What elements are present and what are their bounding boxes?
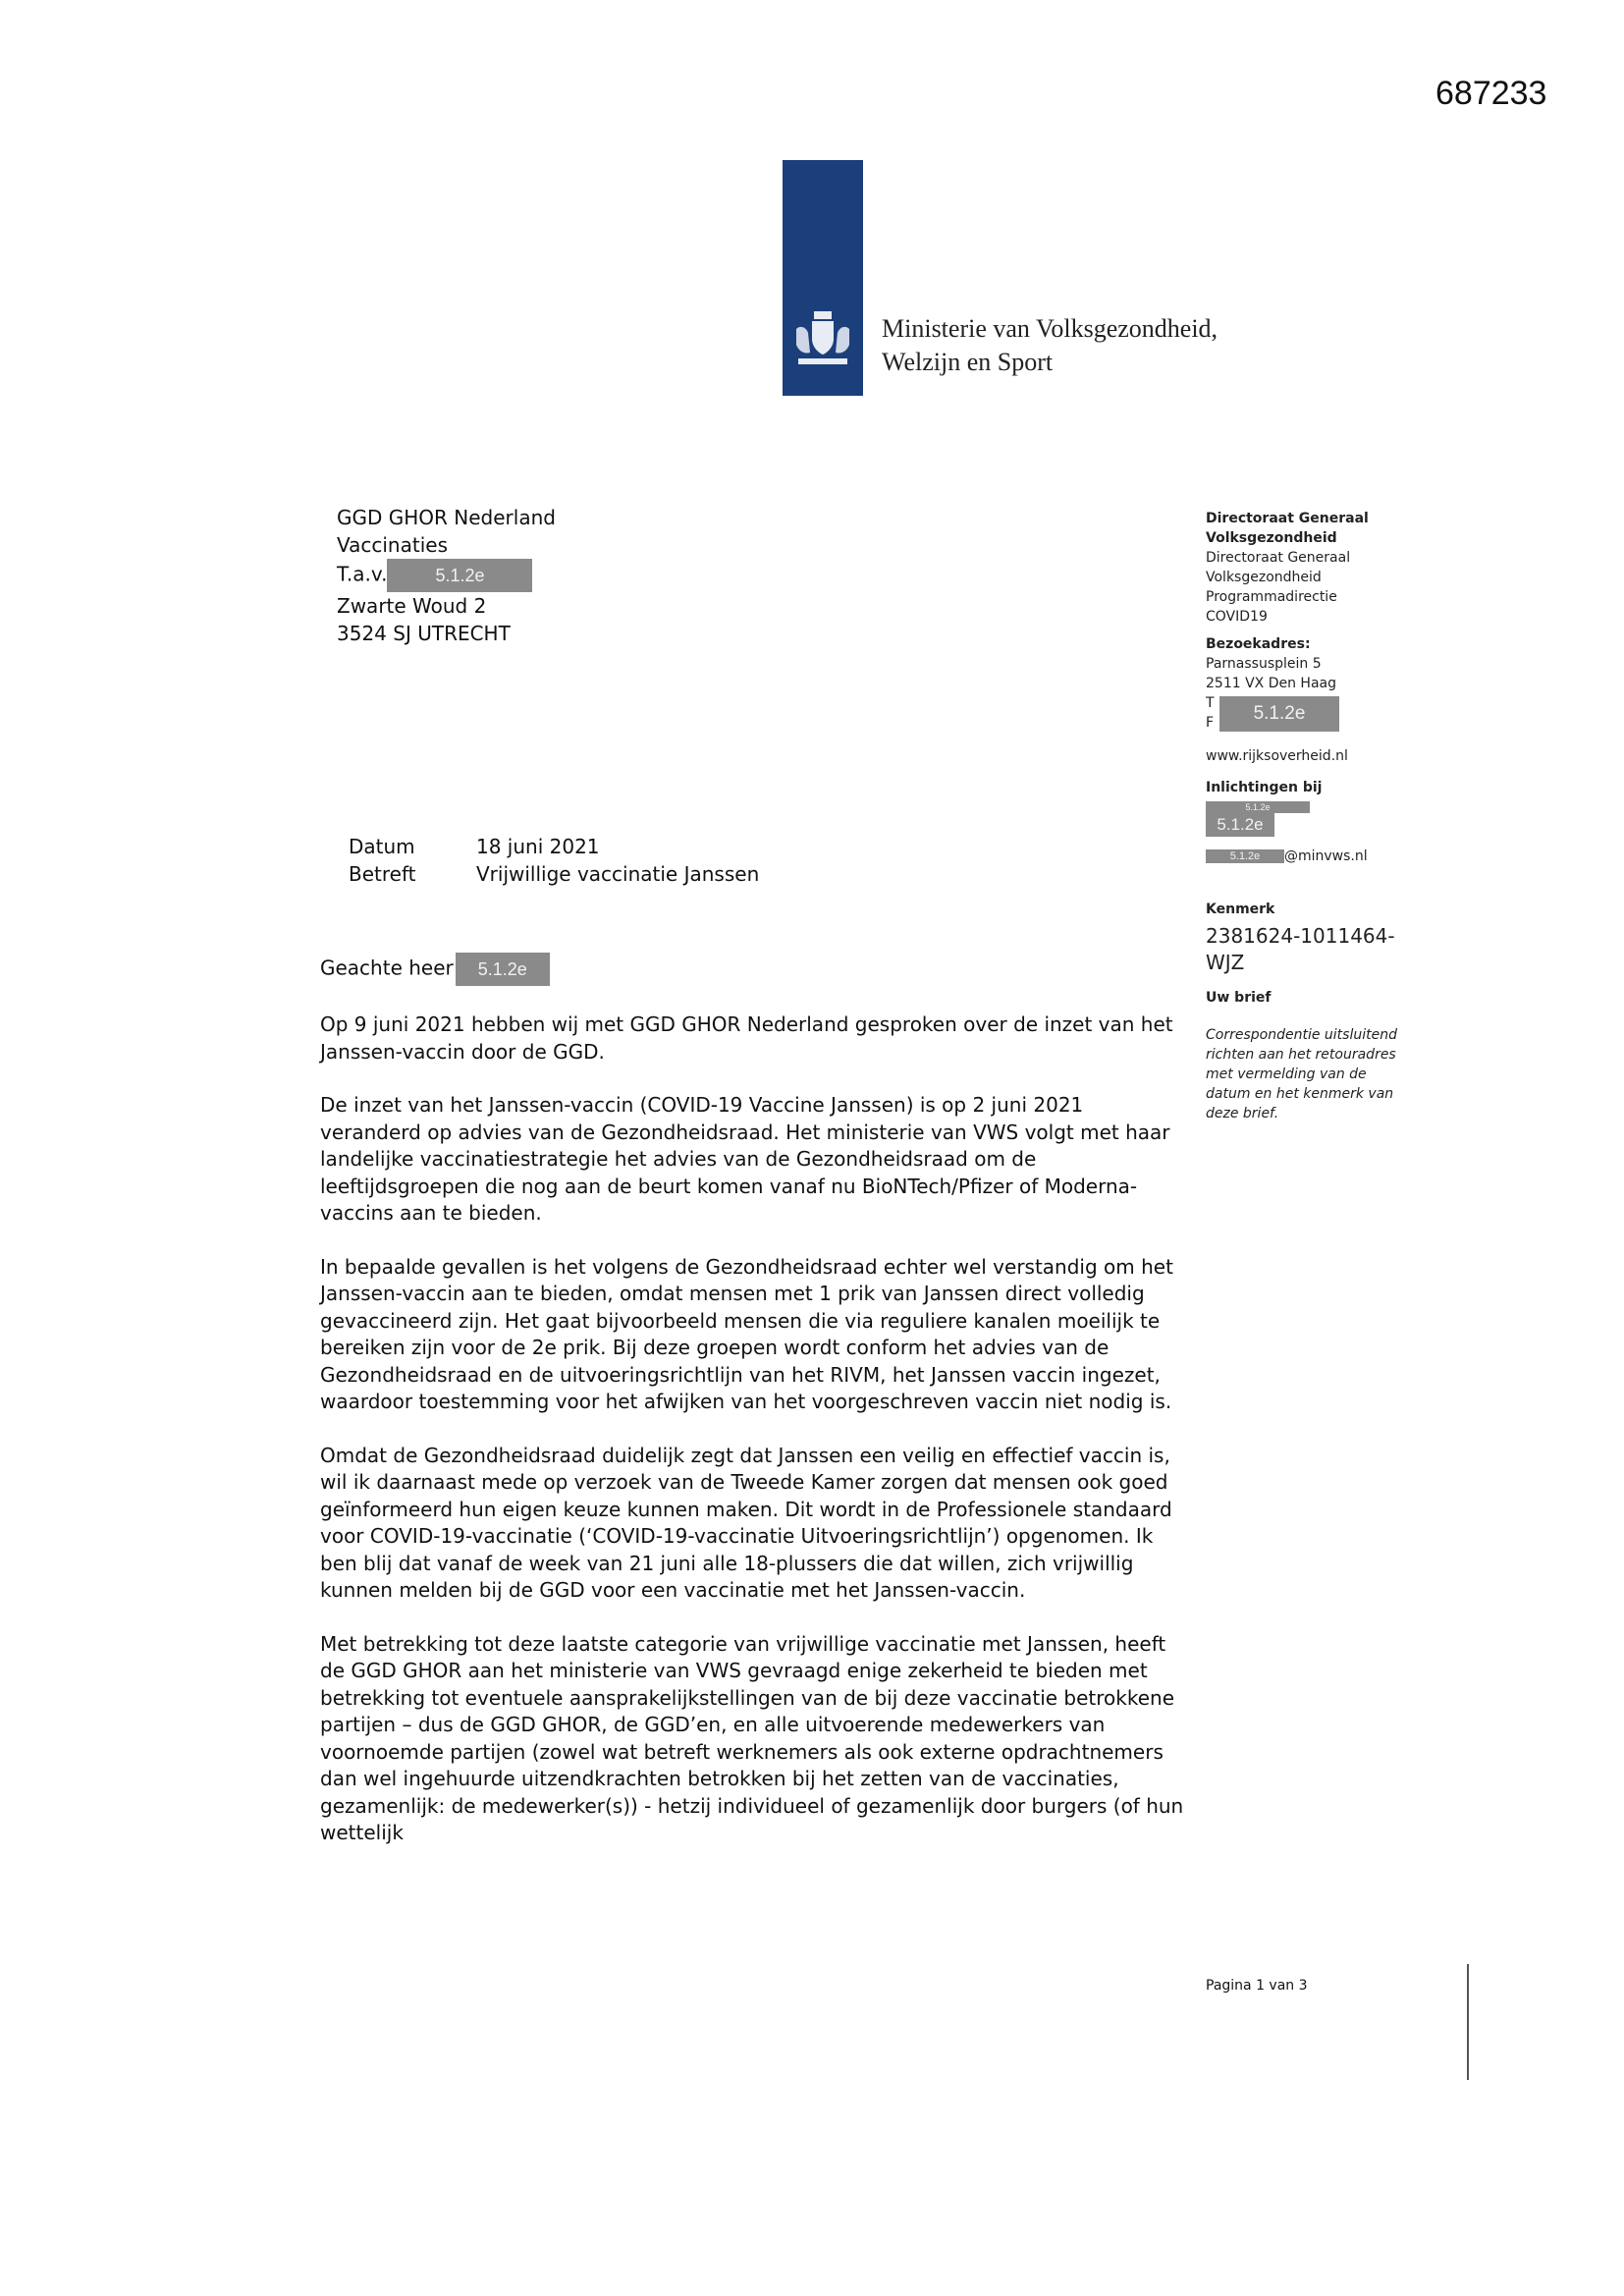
- salutation-text: Geachte heer: [320, 956, 454, 980]
- phone-fax-block: [1206, 693, 1432, 733]
- salutation: [320, 953, 550, 986]
- dept-title-2: Volksgezondheid: [1206, 530, 1337, 546]
- body-paragraph-2: De inzet van het Janssen-vaccin (COVID-19 Vaccine Janssen) is op 2 juni 2021 veranderd op advies van de Gezondheidsraad. Het ministerie van VWS volgt met haar landelijke vaccinatiestrategie het advies van de Gezondheidsraad om de leeftijdsgroepen die nog aan de beurt komen vanaf nu BioNTech/Pfizer of Moderna-vaccins aan te bieden.: [320, 1093, 1170, 1225]
- reference-label: Kenmerk: [1206, 902, 1275, 917]
- redaction-box: 5.1.2e: [387, 559, 532, 592]
- recipient-dept: Vaccinaties: [337, 533, 448, 557]
- info-redaction-small: 5.1.2e: [1206, 801, 1310, 813]
- date-label: Datum: [349, 835, 415, 858]
- dept-line-2: Volksgezondheid: [1206, 570, 1322, 585]
- ministry-name-line2: Welzijn en Sport: [882, 348, 1054, 376]
- margin-line: [1467, 1964, 1469, 2080]
- body-paragraph-3: In bepaalde gevallen is het volgens de Gezondheidsraad echter wel verstandig om het Janssen-vaccin aan te bieden, omdat mensen met 1 prik van Janssen direct volledig gevaccineerd zijn. Het gaat bijvoorbeeld mensen die via reguliere kanalen moeilijk te bereiken zijn voor de 2e prik. Bij deze groepen wordt conform het advies van de Gezondheidsraad en de uitvoeringsrichtlijn van het RIVM, het Janssen vaccin ingezet, waardoor toestemming voor het afwijken van het voorgeschreven vaccin niet nodig is.: [320, 1254, 1173, 1413]
- info-redaction-small-row: [1206, 797, 1432, 811]
- visit-street: Parnassusplein 5: [1206, 656, 1322, 672]
- visit-label: Bezoekadres:: [1206, 636, 1311, 652]
- visit-city: 2511 VX Den Haag: [1206, 676, 1336, 691]
- email-redaction: 5.1.2e: [1206, 849, 1284, 863]
- recipient-address: [337, 504, 556, 647]
- email-line: [1206, 847, 1432, 866]
- dept-line-1: Directoraat Generaal: [1206, 550, 1351, 566]
- recipient-postal-city: 3524 SJ UTRECHT: [337, 622, 511, 645]
- your-letter-label: Uw brief: [1206, 990, 1272, 1006]
- sidebar-info: [1206, 509, 1432, 1123]
- attention-prefix: T.a.v.: [337, 562, 388, 586]
- date-row: [349, 833, 759, 860]
- dept-line-4: COVID19: [1206, 609, 1268, 625]
- body-paragraph-4: Omdat de Gezondheidsraad duidelijk zegt dat Janssen een veilig en effectief vaccin is, wil ik daarnaast mede op verzoek van de Tweede Kamer zorgen dat mensen ook goed geïnformeerd hun eigen keuze kunnen maken. Dit wordt in de Professionele standaard voor COVID-19-vaccinatie (‘COVID-19-vaccinatie Uitvoeringsrichtlijn’) opgenomen. Ik ben blij dat vanaf de week van 21 juni alle 18-plussers die dat willen, zich vrijwillig kunnen melden bij de GGD voor een vaccinatie met het Janssen-vaccin.: [320, 1443, 1172, 1602]
- body-paragraph-1: Op 9 juni 2021 hebben wij met GGD GHOR Nederland gesproken over de inzet van het Janssen-vaccin door de GGD.: [320, 1012, 1173, 1064]
- recipient-attention: [337, 559, 556, 592]
- ministry-name: [882, 312, 1218, 379]
- email-suffix: @minvws.nl: [1284, 848, 1368, 864]
- letter-meta: [349, 833, 759, 888]
- ministry-name-line1: Ministerie van Volksgezondheid,: [882, 314, 1218, 343]
- reference-line1: 2381624-1011464-: [1206, 924, 1395, 948]
- document-number: 687233: [1435, 75, 1547, 112]
- dept-line-3: Programmadirectie: [1206, 589, 1337, 605]
- subject-value: Vrijwillige vaccinatie Janssen: [476, 862, 760, 886]
- letter-body: [320, 1011, 1184, 1874]
- website: www.rijksoverheid.nl: [1206, 748, 1348, 764]
- phone-label: T: [1206, 695, 1215, 711]
- page-number: Pagina 1 van 3: [1206, 1978, 1308, 1994]
- recipient-street: Zwarte Woud 2: [337, 594, 487, 618]
- coat-of-arms-icon: [790, 307, 855, 372]
- correspondence-note: Correspondentie uitsluitend richten aan het retouradres met vermelding van de datum en het kenmerk van deze brief.: [1206, 1027, 1397, 1121]
- salutation-redaction: 5.1.2e: [456, 953, 550, 986]
- info-redaction: 5.1.2e: [1206, 813, 1274, 837]
- body-paragraph-5: Met betrekking tot deze laatste categorie van vrijwillige vaccinatie met Janssen, heeft de GGD GHOR aan het ministerie van VWS gevraagd enige zekerheid te bieden met betrekking tot eventuele aansprakelijkstellingen van de bij deze vaccinatie betrokkene partijen – dus de GGD GHOR, de GGD’en, en alle uitvoerende medewerkers van voornoemde partijen (zowel wat betreft werknemers als ook externe opdrachtnemers dan wel ingehuurde uitzendkrachten betrokken bij het zetten van de vaccinaties, gezamenlijk: de medewerker(s)) - hetzij individueel of gezamenlijk door burgers (of hun wettelijk: [320, 1631, 1184, 1844]
- info-label: Inlichtingen bij: [1206, 780, 1323, 795]
- dept-title-1: Directoraat Generaal: [1206, 511, 1369, 526]
- date-value: 18 juni 2021: [476, 835, 600, 858]
- subject-row: [349, 860, 759, 888]
- info-redaction-row: [1206, 813, 1432, 841]
- phone-redaction: 5.1.2e: [1219, 696, 1339, 732]
- fax-label: F: [1206, 715, 1215, 731]
- ministry-logo: [783, 160, 863, 396]
- recipient-org: GGD GHOR Nederland: [337, 506, 556, 529]
- subject-label: Betreft: [349, 862, 416, 886]
- reference-line2: WJZ: [1206, 951, 1245, 974]
